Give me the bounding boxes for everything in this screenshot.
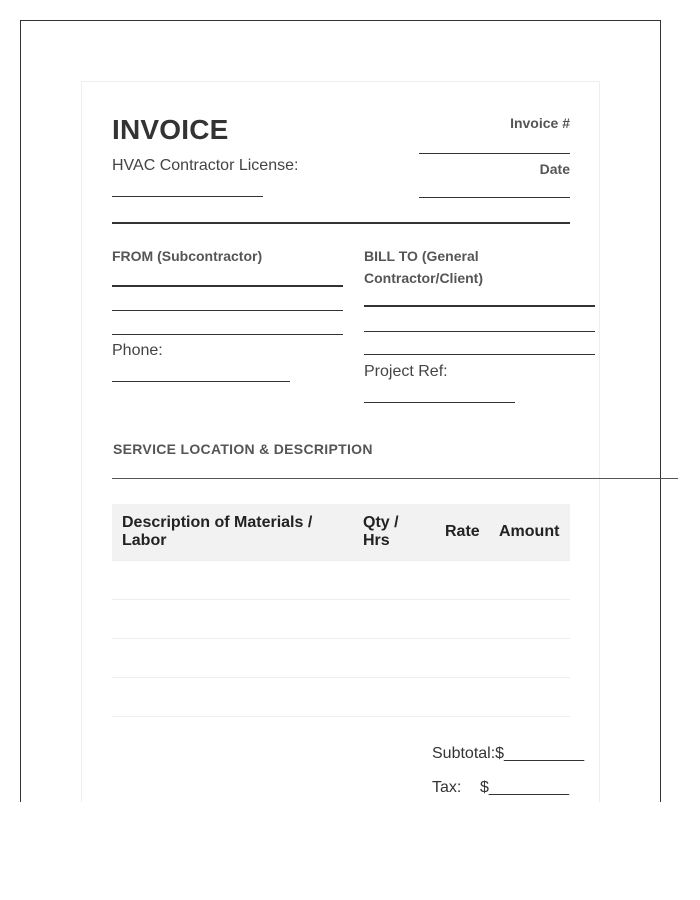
bill-to-line-2[interactable]: [364, 331, 595, 332]
project-ref-label: Project Ref:: [364, 363, 448, 380]
th-rate: Rate: [445, 523, 480, 540]
bill-to-line-3[interactable]: [364, 354, 595, 355]
from-line-3[interactable]: [112, 334, 343, 335]
bill-to-heading-line-1: BILL TO (General: [364, 248, 479, 264]
project-ref-field-line[interactable]: [364, 402, 515, 403]
table-row[interactable]: [112, 716, 570, 717]
th-amount: Amount: [499, 523, 560, 540]
invoice-title: INVOICE: [112, 114, 229, 145]
subtotal-field[interactable]: Subtotal:$_________: [432, 745, 585, 762]
invoice-number-field-line[interactable]: [419, 153, 570, 154]
table-row[interactable]: [112, 638, 570, 639]
th-qty-line-2: Hrs: [363, 532, 390, 549]
license-label: HVAC Contractor License:: [112, 157, 299, 174]
from-heading: FROM (Subcontractor): [112, 248, 263, 264]
table-row[interactable]: [112, 677, 570, 678]
th-description-line-2: Labor: [122, 532, 167, 549]
date-field-line[interactable]: [419, 197, 570, 198]
date-label: Date: [539, 161, 570, 177]
tax-field[interactable]: $_________: [480, 779, 569, 796]
service-heading: SERVICE LOCATION & DESCRIPTION: [113, 441, 373, 457]
th-description-line-1: Description of Materials /: [122, 514, 313, 531]
bill-to-heading-line-2: Contractor/Client): [364, 270, 483, 286]
license-field-line[interactable]: [112, 196, 263, 197]
tax-label: Tax:: [432, 779, 462, 796]
from-line-1[interactable]: [112, 285, 343, 287]
from-line-2[interactable]: [112, 310, 343, 311]
th-qty-line-1: Qty /: [363, 514, 399, 531]
invoice-number-label: Invoice #: [510, 115, 570, 131]
bill-to-line-1[interactable]: [364, 305, 595, 307]
phone-field-line[interactable]: [112, 381, 290, 382]
table-header-bottom-border: [112, 560, 570, 561]
phone-label: Phone:: [112, 342, 163, 359]
table-row[interactable]: [112, 599, 570, 600]
service-field-line[interactable]: [112, 478, 678, 479]
header-divider: [112, 222, 570, 224]
